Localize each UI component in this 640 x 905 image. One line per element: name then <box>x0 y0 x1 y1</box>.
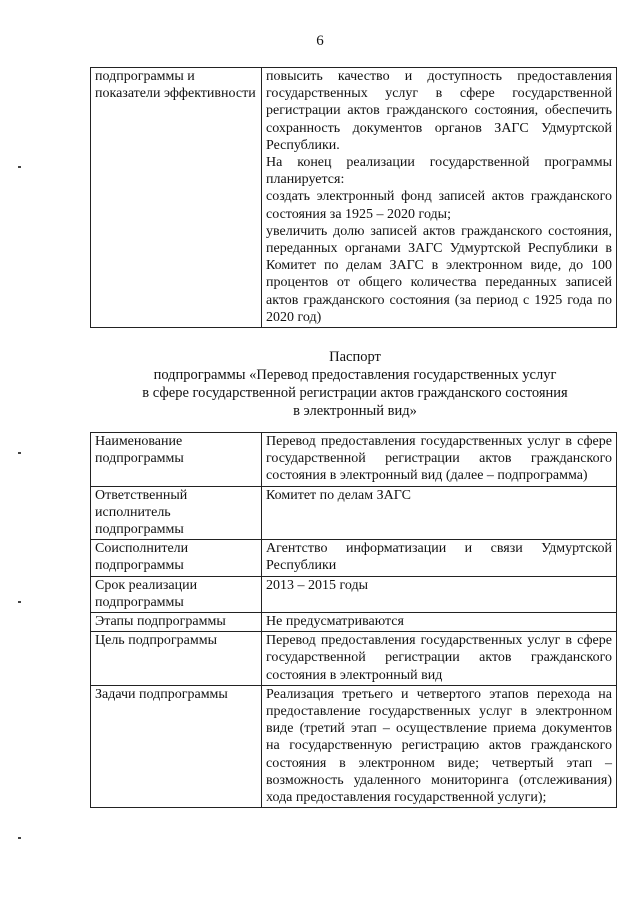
scan-mark <box>18 166 21 168</box>
paragraph: увеличить долю записей актов гражданского состояния, переданных органами ЗАГС Удмуртской Республики в Комитет по делам ЗАГС в электронном виде, до 100 процентов от общего количества переданных записей актов гражданского состояния (за период с 1925 года по 2020 год) <box>266 223 612 325</box>
scan-mark <box>18 837 21 839</box>
row-label: подпрограммы и показатели эффективности <box>91 68 262 328</box>
row-value: Перевод предоставления государственных услуг в сфере государственной регистрации актов гражданского состояния в электронный вид <box>262 632 617 686</box>
passport-subtitle-line: в электронный вид» <box>293 403 417 419</box>
row-label: Ответственный исполнитель подпрограммы <box>91 486 262 540</box>
passport-heading: Паспорт <box>329 349 381 365</box>
row-label: Наименование подпрограммы <box>91 433 262 487</box>
paragraph: повысить качество и доступность предоставления государственных услуг в сфере государственной регистрации актов гражданского состояния, обеспечить сохранность документов органов ЗАГС Удмуртской Республики. <box>266 69 612 153</box>
row-value: 2013 – 2015 годы <box>262 576 617 612</box>
paragraph: На конец реализации государственной программы планируется: <box>266 155 612 188</box>
row-label: Срок реализации подпрограммы <box>91 576 262 612</box>
row-label: Задачи подпрограммы <box>91 685 262 807</box>
scan-mark <box>18 601 21 603</box>
row-value: Агентство информатизации и связи Удмуртской Республики <box>262 540 617 576</box>
passport-table <box>90 432 617 808</box>
row-label: Этапы подпрограммы <box>91 613 262 632</box>
table-row <box>91 576 617 612</box>
paragraph: создать электронный фонд записей актов гражданского состояния за 1925 – 2020 годы; <box>266 189 612 222</box>
table-row <box>91 486 617 540</box>
row-value: Реализация третьего и четвертого этапов перехода на предоставление государственных услуг в электронном виде (третий этап – осуществление приема документов на государственную регистрацию актов гражданского состояния в электронном виде; четвертый этап – возможность удаленного мониторинга (отслеживания) хода предоставления государственной услуги); <box>262 685 617 807</box>
row-value: Перевод предоставления государственных услуг в сфере государственной регистрации актов гражданского состояния в электронный вид (далее – подпрограмма) <box>262 433 617 487</box>
passport-title <box>100 348 610 420</box>
row-label: Цель подпрограммы <box>91 632 262 686</box>
table-row <box>91 685 617 807</box>
table-row <box>91 632 617 686</box>
row-value: Комитет по делам ЗАГС <box>262 486 617 540</box>
table-row <box>91 433 617 487</box>
row-value: Не предусматриваются <box>262 613 617 632</box>
indicators-table <box>90 67 617 328</box>
table-row <box>91 613 617 632</box>
row-label: Соисполнители подпрограммы <box>91 540 262 576</box>
row-value <box>262 68 617 328</box>
passport-subtitle-line: в сфере государственной регистрации актов гражданского состояния <box>142 385 568 401</box>
table-row <box>91 68 617 328</box>
table-row <box>91 540 617 576</box>
page-number: 6 <box>316 33 324 49</box>
scan-mark <box>18 452 21 454</box>
passport-subtitle-line: подпрограммы «Перевод предоставления государственных услуг <box>153 367 557 383</box>
